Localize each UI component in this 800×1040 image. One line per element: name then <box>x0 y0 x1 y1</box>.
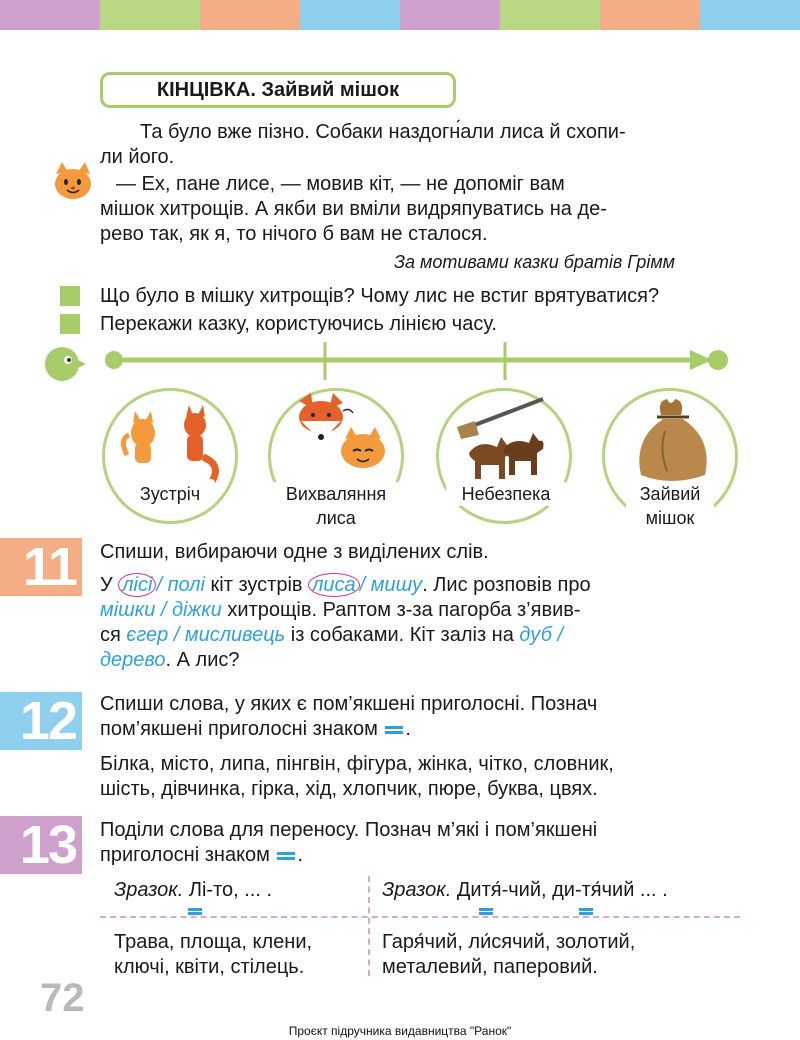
word-list: Білка, місто, липа, пінгвін, фігура, жінка, чітко, словник, <box>100 753 614 775</box>
text: із собаками. Кіт заліз на <box>290 624 514 646</box>
exercise-task: приголосні знаком . <box>100 844 304 866</box>
choice-word: дуб / <box>519 624 564 646</box>
story-line: ли його. <box>100 146 175 168</box>
question: Перекажи казку, користуючись лінією часу. <box>100 313 497 335</box>
stripe <box>100 0 200 30</box>
cat-and-fox-illustration <box>105 395 235 495</box>
sample-right <box>382 878 668 903</box>
stripe <box>400 0 500 30</box>
word-list: Гаря́чий, ли́сячий, золотий, <box>382 931 636 953</box>
timeline-stage-label-line1: Вихваляння <box>285 484 387 504</box>
exercise-text-line <box>100 623 563 648</box>
exercise-task: Спиши, вибираючи одне з виділених слів. <box>100 541 489 563</box>
timeline-stage-label: Зустріч <box>128 482 212 506</box>
marked-letter: Л <box>189 878 202 903</box>
exercise-task: Спиши слова, у яких є пом’якшені приголосні. Познач <box>100 693 598 715</box>
section-title: КІНЦІВКА. Зайвий мішок <box>156 78 400 101</box>
timeline-stage-label-line2: мішок <box>645 508 695 528</box>
double-underline-mark <box>479 908 493 915</box>
story-line: — Ех, пане лисе, — мовив кіт, — не допоміг вам <box>116 173 565 195</box>
exercise-number-badge: 11 <box>0 538 82 596</box>
exercise-task: Поділи слова для переносу. Познач м’які і пом’якшені <box>100 819 598 841</box>
stripe <box>300 0 400 30</box>
exercise-task: пом’якшені приголосні знаком . <box>100 718 411 740</box>
marked-letter: т <box>582 878 591 903</box>
text: . А лис? <box>165 649 240 671</box>
exercise-text-line <box>100 573 591 598</box>
timeline-stage-label: Небезпека <box>446 482 566 506</box>
sample-text: я́чий ... . <box>590 879 668 901</box>
divider-horizontal <box>100 916 740 918</box>
text: . Лис розповів про <box>422 574 591 596</box>
timeline <box>100 340 740 380</box>
cat-icon <box>48 160 98 204</box>
stripe <box>500 0 600 30</box>
story-line: рево так, як я, то нічого б вам не сталося. <box>100 223 488 245</box>
word-list: шість, дівчинка, гірка, хід, хлопчик, пюре, буква, цвях. <box>100 778 598 800</box>
exercise-number-badge: 13 <box>0 816 82 874</box>
fox-and-cat-heads-illustration <box>271 391 401 491</box>
stripe <box>700 0 800 30</box>
bullet-square <box>60 314 80 334</box>
story-line: мішок хитрощів. А якби ви вміли видряпуватись на де- <box>100 198 607 220</box>
stripe <box>0 0 100 30</box>
choice-word: лісі <box>118 573 156 597</box>
top-color-stripes <box>0 0 800 30</box>
timeline-stage-label <box>270 482 402 530</box>
page-number: 72 <box>40 976 85 1020</box>
dogs-and-gun-illustration <box>439 391 569 491</box>
timeline-stage-label-line2: лиса <box>316 508 356 528</box>
text: ся <box>100 624 121 646</box>
text: хитрощів. Раптом з-за пагорба з’явив- <box>227 599 581 621</box>
exercise-task-text: приголосні знаком <box>100 844 270 866</box>
timeline-stage-label <box>626 482 714 530</box>
stripe <box>200 0 300 30</box>
bullet-square <box>60 286 80 306</box>
text: У <box>100 574 113 596</box>
timeline-stage-label-line1: Зайвий <box>639 484 701 504</box>
double-underline-mark <box>277 852 295 860</box>
exercise-number-badge: 12 <box>0 692 82 750</box>
choice-word: / полі <box>156 574 205 596</box>
double-underline-mark <box>188 908 202 915</box>
sample-text: і-то, ... . <box>201 879 273 901</box>
choice-word: мішки / діжки <box>100 599 222 621</box>
choice-word: лиса <box>308 573 360 597</box>
sample-label: Зразок. <box>114 879 184 901</box>
sack-illustration <box>605 391 735 491</box>
story-line: Та було вже пізно. Собаки наздогн́али лиса й схопи- <box>140 121 626 143</box>
double-underline-mark <box>385 726 403 734</box>
sample-text: Ди <box>456 879 482 901</box>
sample-text: я́-чий, ди- <box>490 879 582 901</box>
word-list: металевий, паперовий. <box>382 956 598 978</box>
stripe <box>600 0 700 30</box>
sample-left <box>114 878 272 903</box>
exercise-task-text: пом’якшені приголосні знаком <box>100 718 378 740</box>
story-source: За мотивами казки братів Грімм <box>394 252 675 272</box>
text: кіт зустрів <box>210 574 303 596</box>
footer-text: Проєкт підручника видавництва "Ранок" <box>288 1024 512 1038</box>
word-list: ключі, квіти, стілець. <box>114 956 305 978</box>
double-underline-mark <box>579 908 593 915</box>
choice-word: / мишу <box>359 574 423 596</box>
sample-label: Зразок. <box>382 879 452 901</box>
marked-letter: т <box>482 878 491 903</box>
divider-vertical <box>368 876 370 976</box>
choice-word: дерево <box>100 649 166 671</box>
exercise-text-line <box>100 648 240 673</box>
exercise-text-line <box>100 598 581 623</box>
choice-word: єгер / мисливець <box>126 624 286 646</box>
section-title-box <box>100 72 456 108</box>
word-list: Трава, площа, клени, <box>114 931 313 953</box>
question: Що було в мішку хитрощів? Чому лис не встиг врятуватися? <box>100 285 660 307</box>
parrot-icon <box>42 344 86 384</box>
